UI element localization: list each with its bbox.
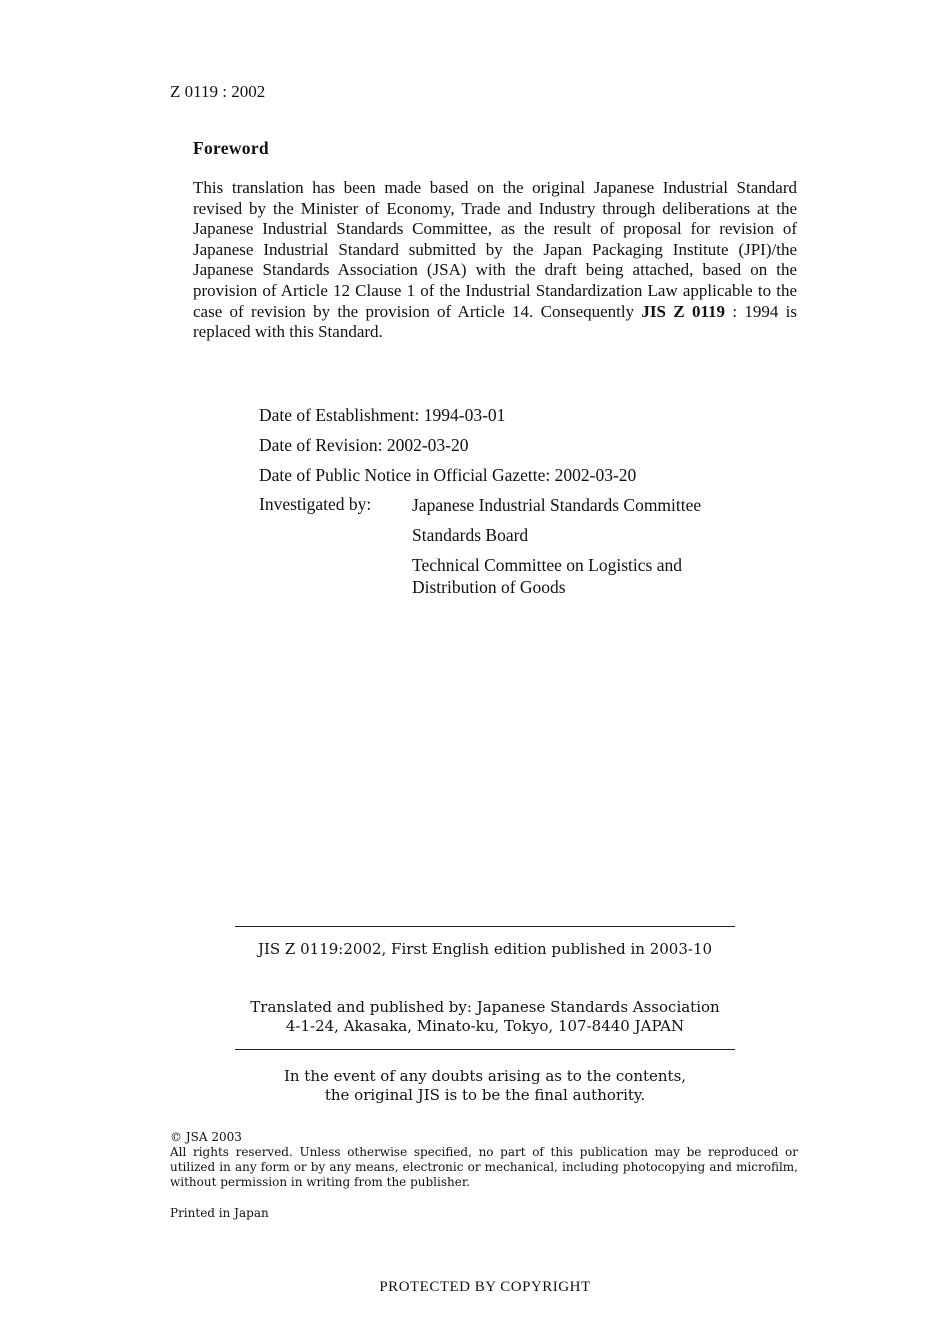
foreword-standard-ref: JIS Z 0119 xyxy=(641,301,726,321)
top-divider xyxy=(235,926,735,927)
bottom-divider xyxy=(235,1049,735,1050)
rights-statement: All rights reserved. Unless otherwise specified, no part of this publication may be reproduced or utilized in any form or by any means, electronic or mechanical, including photocopying and microfilm, without permission in writing from the publisher. xyxy=(170,1145,798,1189)
foreword-body xyxy=(193,178,797,343)
investigated-by-values xyxy=(412,494,701,598)
authority-note xyxy=(235,1067,735,1105)
publisher-info xyxy=(235,998,735,1036)
foreword-body-text: This translation has been made based on the original Japanese Industrial Standard revised by the Minister of Economy, Trade and Industry through deliberations at the Japanese Industrial Standards Committee, as the result of proposal for revision of Japanese Industrial Standard submitted by the Japan Packaging Institute (JPI)/the Japanese Standards Association (JSA) with the draft being attached, based on the provision of Article 12 Clause 1 of the Industrial Standardization Law applicable to the case of revision by the provision of Article 14. Consequently xyxy=(193,178,797,321)
technical-committee-line-1: Technical Committee on Logistics and xyxy=(412,555,682,575)
technical-committee-line-2: Distribution of Goods xyxy=(412,577,566,597)
publisher-line-2: 4-1-24, Akasaka, Minato-ku, Tokyo, 107-8440 JAPAN xyxy=(285,1017,685,1035)
publisher-line-1: Translated and published by: Japanese Standards Association xyxy=(250,998,720,1016)
date-of-establishment: Date of Establishment: 1994-03-01 xyxy=(259,405,506,425)
printed-in: Printed in Japan xyxy=(170,1206,269,1220)
investigated-by-committee: Japanese Industrial Standards Committee xyxy=(412,495,702,515)
foreword-heading: Foreword xyxy=(193,138,269,158)
date-of-revision: Date of Revision: 2002-03-20 xyxy=(259,435,469,455)
edition-note: JIS Z 0119:2002, First English edition published in 2003-10 xyxy=(257,940,713,958)
authority-note-line-2: the original JIS is to be the final authority. xyxy=(324,1086,646,1104)
authority-note-line-1: In the event of any doubts arising as to the contents, xyxy=(283,1067,687,1085)
document-id-header: Z 0119 : 2002 xyxy=(170,82,266,101)
protected-by-copyright: PROTECTED BY COPYRIGHT xyxy=(379,1279,591,1295)
date-information xyxy=(259,404,701,598)
copyright-line: © JSA 2003 xyxy=(170,1130,242,1144)
investigated-by-technical-committee xyxy=(412,554,701,598)
copyright-notice xyxy=(170,1130,798,1190)
investigated-by xyxy=(259,494,701,598)
investigated-by-label: Investigated by: xyxy=(259,494,372,514)
investigated-by-board: Standards Board xyxy=(412,525,529,545)
foreword-body-tail: : 1994 is replaced with this Standard. xyxy=(193,301,797,342)
date-of-public-notice: Date of Public Notice in Official Gazette: 2002-03-20 xyxy=(259,465,637,485)
